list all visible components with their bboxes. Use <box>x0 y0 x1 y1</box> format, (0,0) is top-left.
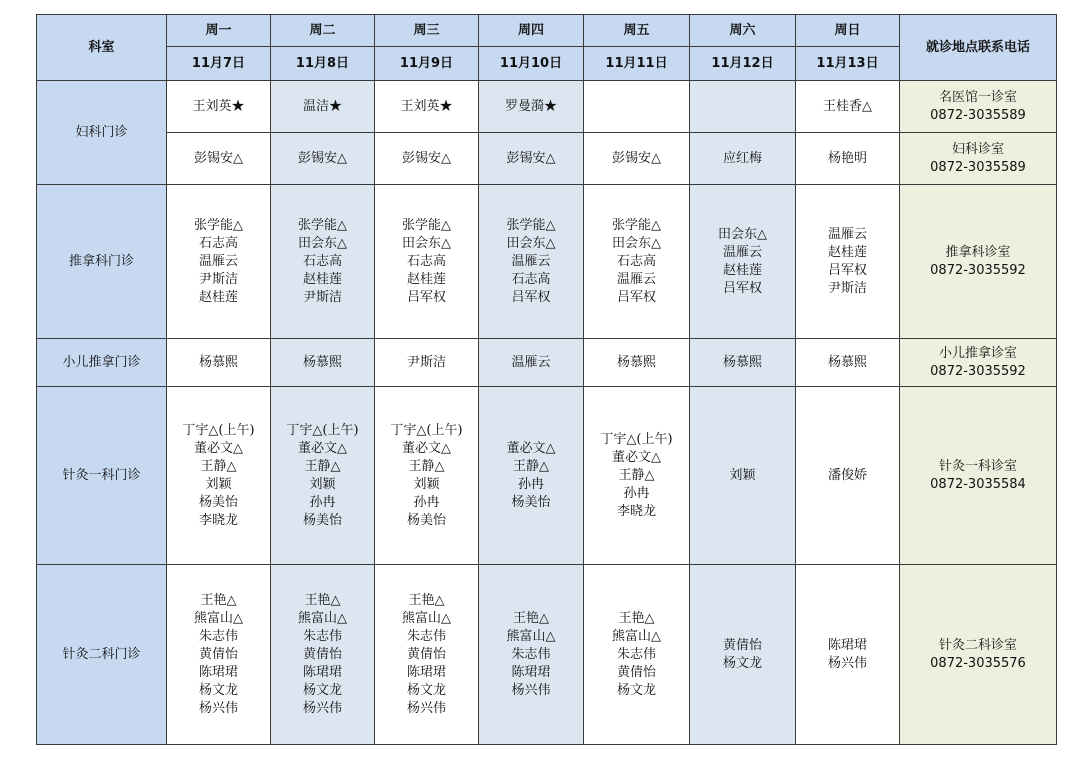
doctor-name: 温雁云 <box>511 354 551 370</box>
duty-cell-wed <box>375 387 479 565</box>
clinic-location: 针灸一科诊室 <box>938 458 1017 474</box>
doctor-name: 朱志伟 <box>406 628 446 644</box>
table-row <box>37 339 1057 387</box>
doctor-name: 王刘英★ <box>400 98 453 114</box>
doctor-name: 田会东△ <box>612 235 661 251</box>
duty-cell-sun <box>796 185 900 339</box>
doctor-name: 王艳△ <box>304 592 341 608</box>
duty-cell-mon <box>167 81 271 133</box>
doctor-name: 吕军权 <box>511 289 551 305</box>
duty-cell-sat <box>690 133 796 185</box>
doctor-name: 赵桂莲 <box>722 262 762 278</box>
weekday-row <box>37 15 1057 47</box>
duty-cell-thu <box>479 81 584 133</box>
doctor-name: 温雁云 <box>722 244 762 260</box>
doctor-name: 杨美怡 <box>198 494 238 510</box>
doctor-name: 田会东△ <box>298 235 347 251</box>
doctor-name: 杨兴伟 <box>406 700 446 716</box>
doctor-name: 王静△ <box>304 458 341 474</box>
contact-cell <box>900 339 1057 387</box>
clinic-location: 妇科诊室 <box>951 141 1004 157</box>
doctor-name: 董必文△ <box>612 449 661 465</box>
duty-cell-fri <box>584 565 690 745</box>
doctor-name: 王艳△ <box>513 610 549 626</box>
doctor-name: 彭锡安△ <box>194 150 243 166</box>
date-thu: 11月10日 <box>479 47 584 81</box>
doctor-name: 孙冉 <box>309 494 336 510</box>
doctor-name: 李晓龙 <box>198 512 238 528</box>
duty-cell-wed <box>375 81 479 133</box>
weekday-sun: 周日 <box>796 15 900 47</box>
contact-cell <box>900 387 1057 565</box>
doctor-name: 杨艳明 <box>827 150 867 166</box>
doctor-name: 刘颖 <box>205 476 232 492</box>
date-mon: 11月7日 <box>167 47 271 81</box>
doctor-name: 尹斯洁 <box>198 271 238 287</box>
duty-cell-fri <box>584 339 690 387</box>
contact-cell <box>900 565 1057 745</box>
date-wed: 11月9日 <box>375 47 479 81</box>
doctor-name: 田会东△ <box>402 235 451 251</box>
doctor-name: 黄倩怡 <box>302 646 342 662</box>
doctor-name: 赵桂莲 <box>198 289 238 305</box>
doctor-name: 黄倩怡 <box>616 664 656 680</box>
doctor-name: 尹斯洁 <box>406 354 446 370</box>
doctor-name: 罗曼漪★ <box>504 98 557 114</box>
duty-cell-tue <box>271 81 375 133</box>
dept-name-cell: 小儿推拿门诊 <box>37 339 167 387</box>
weekday-wed: 周三 <box>375 15 479 47</box>
doctor-name: 吕军权 <box>616 289 656 305</box>
duty-cell-mon <box>167 387 271 565</box>
duty-cell-thu <box>479 387 584 565</box>
table-row <box>37 387 1057 565</box>
doctor-name: 石志高 <box>511 271 551 287</box>
dept-name-cell: 针灸一科门诊 <box>37 387 167 565</box>
doctor-name: 赵桂莲 <box>406 271 446 287</box>
duty-cell-tue <box>271 339 375 387</box>
duty-cell-fri <box>584 387 690 565</box>
clinic-phone: 0872-3035576 <box>930 655 1026 671</box>
weekday-fri: 周五 <box>584 15 690 47</box>
doctor-name: 张学能△ <box>194 217 243 233</box>
date-fri: 11月11日 <box>584 47 690 81</box>
duty-cell-mon <box>167 565 271 745</box>
doctor-name: 温洁★ <box>302 98 342 114</box>
doctor-name: 杨慕熙 <box>302 354 342 370</box>
doctor-name: 董必文△ <box>298 440 347 456</box>
doctor-name: 彭锡安△ <box>612 150 661 166</box>
doctor-name: 杨文龙 <box>198 682 238 698</box>
dept-header: 科室 <box>37 15 167 81</box>
duty-cell-mon <box>167 185 271 339</box>
doctor-name: 杨慕熙 <box>827 354 867 370</box>
doctor-name: 石志高 <box>302 253 342 269</box>
doctor-name: 杨文龙 <box>406 682 446 698</box>
duty-cell-fri <box>584 185 690 339</box>
weekday-sat: 周六 <box>690 15 796 47</box>
duty-cell-sun <box>796 339 900 387</box>
doctor-name: 王艳△ <box>618 610 655 626</box>
duty-cell-sat <box>690 387 796 565</box>
doctor-name: 熊富山△ <box>612 628 661 644</box>
weekday-tue: 周二 <box>271 15 375 47</box>
duty-cell-mon <box>167 133 271 185</box>
dept-name-cell: 妇科门诊 <box>37 81 167 185</box>
doctor-name: 彭锡安△ <box>402 150 451 166</box>
doctor-name: 杨兴伟 <box>198 700 238 716</box>
doctor-name: 黄倩怡 <box>722 637 762 653</box>
contact-header: 就诊地点联系电话 <box>900 15 1057 81</box>
clinic-phone: 0872-3035584 <box>930 476 1026 492</box>
duty-cell-thu <box>479 185 584 339</box>
duty-cell-sun <box>796 81 900 133</box>
duty-cell-thu <box>479 339 584 387</box>
contact-cell <box>900 81 1057 133</box>
doctor-name: 张学能△ <box>612 217 661 233</box>
duty-cell-sat <box>690 81 796 133</box>
doctor-name: 赵桂莲 <box>302 271 342 287</box>
doctor-name: 董必文△ <box>506 440 556 456</box>
doctor-name: 杨兴伟 <box>302 700 342 716</box>
doctor-name: 朱志伟 <box>302 628 342 644</box>
duty-cell-tue <box>271 387 375 565</box>
duty-cell-fri <box>584 133 690 185</box>
duty-cell-tue <box>271 133 375 185</box>
doctor-name: 杨慕熙 <box>198 354 238 370</box>
doctor-name: 董必文△ <box>402 440 451 456</box>
weekday-mon: 周一 <box>167 15 271 47</box>
doctor-name: 熊富山△ <box>402 610 451 626</box>
clinic-location: 针灸二科诊室 <box>938 637 1017 653</box>
doctor-name: 朱志伟 <box>616 646 656 662</box>
doctor-name: 石志高 <box>616 253 656 269</box>
weekday-thu: 周四 <box>479 15 584 47</box>
doctor-name: 王静△ <box>408 458 445 474</box>
contact-cell <box>900 133 1057 185</box>
doctor-name: 张学能△ <box>402 217 451 233</box>
dept-name-cell: 推拿科门诊 <box>37 185 167 339</box>
doctor-name: 刘颖 <box>729 467 756 483</box>
clinic-phone: 0872-3035592 <box>930 262 1026 278</box>
doctor-name: 田会东△ <box>718 226 767 242</box>
doctor-name: 丁宇△(上午) <box>286 422 359 438</box>
duty-cell-fri <box>584 81 690 133</box>
duty-cell-thu <box>479 565 584 745</box>
date-tue: 11月8日 <box>271 47 375 81</box>
doctor-name: 朱志伟 <box>198 628 238 644</box>
doctor-name: 丁宇△(上午) <box>600 431 673 447</box>
doctor-name: 尹斯洁 <box>302 289 342 305</box>
duty-cell-sun <box>796 387 900 565</box>
clinic-phone: 0872-3035592 <box>930 363 1026 379</box>
doctor-name: 孙冉 <box>413 494 440 510</box>
doctor-name: 田会东△ <box>506 235 556 251</box>
duty-cell-tue <box>271 185 375 339</box>
doctor-name: 潘俊娇 <box>827 467 867 483</box>
doctor-name: 温雁云 <box>827 226 867 242</box>
table-header <box>37 15 1057 81</box>
doctor-name: 陈珺珺 <box>406 664 446 680</box>
doctor-name: 应红梅 <box>722 150 762 166</box>
clinic-phone: 0872-3035589 <box>930 107 1026 123</box>
duty-cell-wed <box>375 565 479 745</box>
doctor-name: 张学能△ <box>298 217 347 233</box>
table-row <box>37 81 1057 133</box>
doctor-name: 王静△ <box>200 458 237 474</box>
duty-cell-sat <box>690 185 796 339</box>
doctor-name: 杨兴伟 <box>827 655 867 671</box>
doctor-name: 王刘英★ <box>192 98 245 114</box>
doctor-name: 温雁云 <box>198 253 238 269</box>
doctor-name: 杨慕熙 <box>722 354 762 370</box>
doctor-name: 杨慕熙 <box>616 354 656 370</box>
date-sun: 11月13日 <box>796 47 900 81</box>
doctor-name: 丁宇△(上午) <box>390 422 463 438</box>
doctor-name: 陈珺珺 <box>827 637 867 653</box>
schedule-body <box>37 81 1057 745</box>
duty-cell-tue <box>271 565 375 745</box>
duty-cell-thu <box>479 133 584 185</box>
doctor-name: 王静△ <box>513 458 549 474</box>
doctor-name: 杨文龙 <box>302 682 342 698</box>
doctor-name: 董必文△ <box>194 440 243 456</box>
doctor-name: 丁宇△(上午) <box>182 422 255 438</box>
table-row <box>37 185 1057 339</box>
doctor-name: 熊富山△ <box>194 610 243 626</box>
table-row <box>37 565 1057 745</box>
doctor-name: 黄倩怡 <box>406 646 446 662</box>
doctor-name: 熊富山△ <box>506 628 556 644</box>
duty-cell-sat <box>690 565 796 745</box>
doctor-name: 温雁云 <box>511 253 551 269</box>
clinic-location: 小儿推拿诊室 <box>938 345 1017 361</box>
duty-cell-sun <box>796 565 900 745</box>
doctor-name: 陈珺珺 <box>511 664 551 680</box>
doctor-name: 熊富山△ <box>298 610 347 626</box>
doctor-name: 刘颖 <box>309 476 336 492</box>
dept-name-cell: 针灸二科门诊 <box>37 565 167 745</box>
doctor-name: 杨文龙 <box>722 655 762 671</box>
doctor-name: 石志高 <box>406 253 446 269</box>
doctor-name: 孙冉 <box>623 485 650 501</box>
date-sat: 11月12日 <box>690 47 796 81</box>
doctor-name: 尹斯洁 <box>827 280 867 296</box>
clinic-location: 推拿科诊室 <box>945 244 1011 260</box>
duty-schedule-table <box>36 14 1057 745</box>
duty-cell-wed <box>375 133 479 185</box>
table-row <box>37 133 1057 185</box>
doctor-name: 陈珺珺 <box>302 664 342 680</box>
doctor-name: 杨美怡 <box>302 512 342 528</box>
doctor-name: 石志高 <box>198 235 238 251</box>
duty-cell-mon <box>167 339 271 387</box>
duty-cell-sat <box>690 339 796 387</box>
doctor-name: 黄倩怡 <box>198 646 238 662</box>
doctor-name: 杨兴伟 <box>511 682 551 698</box>
doctor-name: 杨美怡 <box>511 494 551 510</box>
doctor-name: 吕军权 <box>406 289 446 305</box>
contact-cell <box>900 185 1057 339</box>
doctor-name: 彭锡安△ <box>298 150 347 166</box>
doctor-name: 温雁云 <box>616 271 656 287</box>
duty-cell-sun <box>796 133 900 185</box>
doctor-name: 王艳△ <box>200 592 237 608</box>
doctor-name: 孙冉 <box>517 476 544 492</box>
doctor-name: 王静△ <box>618 467 655 483</box>
clinic-phone: 0872-3035589 <box>930 159 1026 175</box>
doctor-name: 陈珺珺 <box>198 664 238 680</box>
doctor-name: 赵桂莲 <box>827 244 867 260</box>
doctor-name: 刘颖 <box>413 476 440 492</box>
duty-cell-wed <box>375 185 479 339</box>
doctor-name: 杨美怡 <box>406 512 446 528</box>
doctor-name: 张学能△ <box>506 217 556 233</box>
clinic-location: 名医馆一诊室 <box>938 89 1017 105</box>
doctor-name: 李晓龙 <box>616 503 656 519</box>
doctor-name: 王桂香△ <box>823 98 872 114</box>
duty-cell-wed <box>375 339 479 387</box>
doctor-name: 彭锡安△ <box>506 150 556 166</box>
doctor-name: 王艳△ <box>408 592 445 608</box>
doctor-name: 吕军权 <box>722 280 762 296</box>
doctor-name: 杨文龙 <box>616 682 656 698</box>
doctor-name: 吕军权 <box>827 262 867 278</box>
doctor-name: 朱志伟 <box>511 646 551 662</box>
